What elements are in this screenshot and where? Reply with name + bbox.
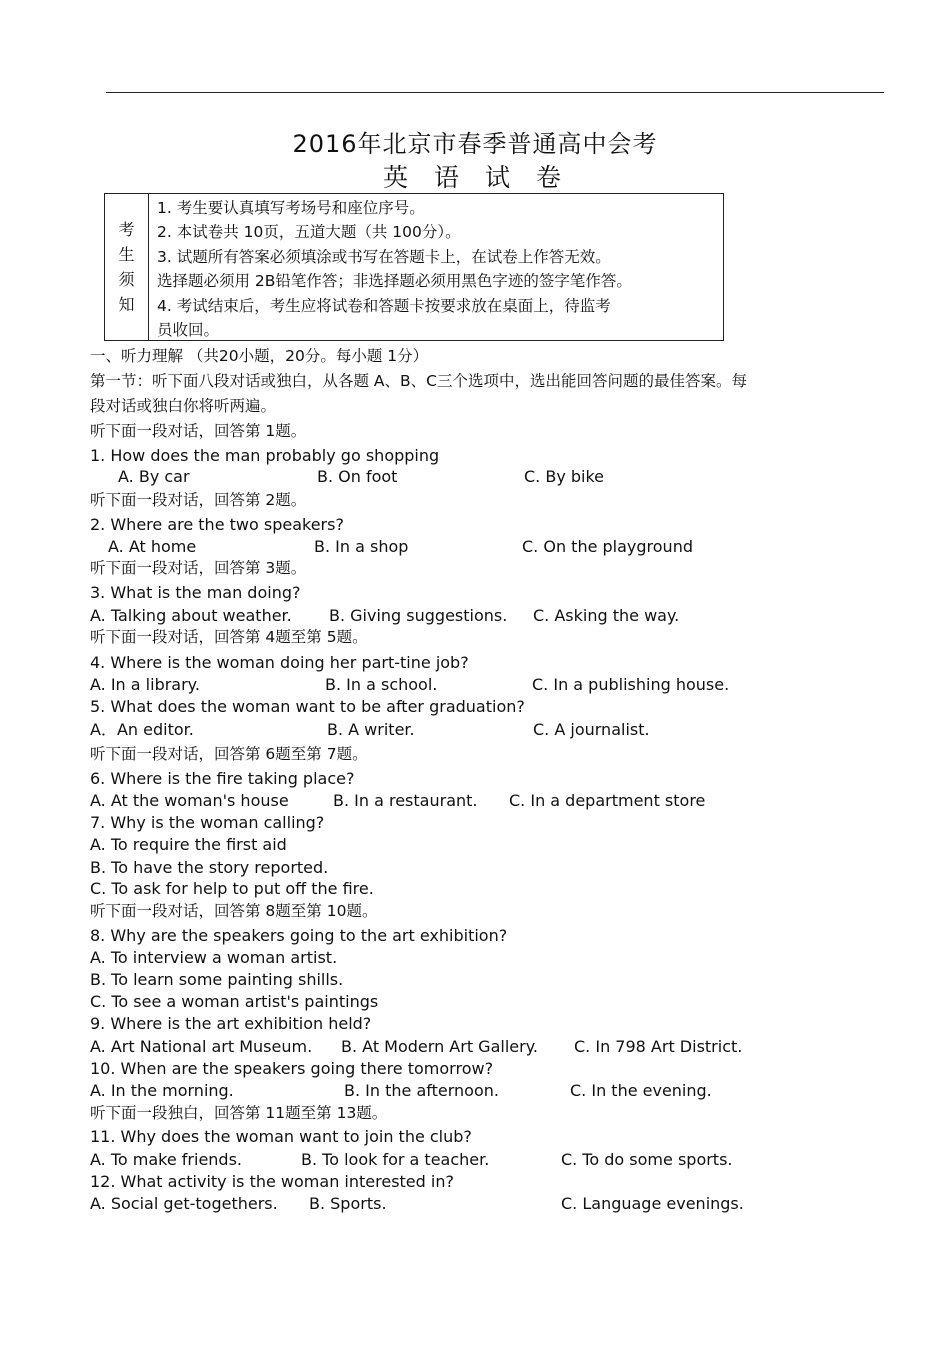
- q4-option-b: B. In a school.: [325, 675, 438, 694]
- q8-option-c: C. To see a woman artist's paintings: [90, 992, 379, 1011]
- question-3: 3. What is the man doing?: [90, 583, 301, 602]
- notice-label: [105, 194, 149, 340]
- q6-option-c: C. In a department store: [509, 791, 706, 810]
- q11-option-c: C. To do some sports.: [561, 1150, 733, 1169]
- notice-label-char: 须: [118, 270, 135, 289]
- notice-line: 选择题必须用 2B铅笔作答；非选择题必须用黑色字迹的签字笔作答。: [157, 272, 632, 291]
- header-rule: [106, 92, 884, 93]
- question-11: 11. Why does the woman want to join the club?: [90, 1127, 472, 1146]
- notice-line: 1. 考生要认真填写考场号和座位序号。: [157, 199, 425, 217]
- instruction-q3: 听下面一段对话，回答第 3题。: [90, 559, 307, 577]
- q9-option-b: B. At Modern Art Gallery.: [341, 1037, 538, 1056]
- question-4: 4. Where is the woman doing her part-tine job?: [90, 653, 469, 672]
- q1-option-b: B. On foot: [317, 467, 398, 486]
- q12-option-a: A. Social get-togethers.: [90, 1194, 278, 1213]
- q2-option-a: A. At home: [108, 537, 197, 556]
- question-8: 8. Why are the speakers going to the art exhibition?: [90, 926, 508, 945]
- notice-label-char: 生: [118, 245, 135, 264]
- q11-option-a: A. To make friends.: [90, 1150, 242, 1169]
- q7-option-b: B. To have the story reported.: [90, 858, 329, 877]
- q3-option-a: A. Talking about weather.: [90, 606, 292, 625]
- q4-option-c: C. In a publishing house.: [532, 675, 730, 694]
- question-9: 9. Where is the art exhibition held?: [90, 1014, 372, 1033]
- q1-option-a: A. By car: [118, 467, 190, 486]
- instruction-q6-7: 听下面一段对话，回答第 6题至第 7题。: [90, 745, 368, 763]
- instruction-q4-5: 听下面一段对话，回答第 4题至第 5题。: [90, 628, 368, 646]
- question-12: 12. What activity is the woman interested in?: [90, 1172, 454, 1191]
- q8-option-a: A. To interview a woman artist.: [90, 948, 338, 967]
- question-1: 1. How does the man probably go shopping: [90, 446, 440, 465]
- notice-line: 4. 考试结束后，考生应将试卷和答题卡按要求放在桌面上，待监考: [157, 296, 611, 315]
- q5-option-a: A．An editor.: [90, 720, 194, 739]
- question-5: 5. What does the woman want to be after graduation?: [90, 697, 525, 716]
- q6-option-b: B. In a restaurant.: [333, 791, 478, 810]
- exam-subtitle: 英语试卷: [382, 163, 587, 192]
- q12-option-c: C. Language evenings.: [561, 1194, 744, 1213]
- part1-directions: 第一节：听下面八段对话或独白，从各题 A、B、C三个选项中，选出能回答问题的最佳答案。每: [90, 372, 747, 390]
- q11-option-b: B. To look for a teacher.: [301, 1150, 490, 1169]
- q10-option-c: C. In the evening.: [570, 1081, 712, 1100]
- notice-line: 员收回。: [157, 321, 220, 340]
- q2-option-c: C. On the playground: [522, 537, 693, 556]
- question-7: 7. Why is the woman calling?: [90, 813, 325, 832]
- notice-line: 2. 本试卷共 10页，五道大题（共 100分）。: [157, 223, 461, 242]
- q4-option-a: A. In a library.: [90, 675, 200, 694]
- section-heading: 一、听力理解 （共20小题，20分。每小题 1分）: [90, 347, 429, 365]
- q1-option-c: C. By bike: [524, 467, 605, 486]
- q10-option-a: A. In the morning.: [90, 1081, 234, 1100]
- instruction-q8-10: 听下面一段对话，回答第 8题至第 10题。: [90, 902, 378, 920]
- q3-option-b: B. Giving suggestions.: [329, 606, 508, 625]
- question-10: 10. When are the speakers going there tomorrow?: [90, 1059, 494, 1078]
- q2-option-b: B. In a shop: [314, 537, 409, 556]
- notice-label-char: 知: [118, 295, 135, 314]
- instruction-q2: 听下面一段对话，回答第 2题。: [90, 491, 307, 509]
- exam-title: 2016年北京市春季普通高中会考: [292, 130, 658, 158]
- notice-label-char: 考: [118, 220, 135, 239]
- q12-option-b: B. Sports.: [309, 1194, 387, 1213]
- notice-line: 3. 试题所有答案必须填涂或书写在答题卡上，在试卷上作答无效。: [157, 247, 611, 266]
- q8-option-b: B. To learn some painting shills.: [90, 970, 344, 989]
- exam-notice-box: [104, 193, 724, 341]
- q5-option-c: C. A journalist.: [533, 720, 650, 739]
- q3-option-c: C. Asking the way.: [533, 606, 680, 625]
- q10-option-b: B. In the afternoon.: [344, 1081, 499, 1100]
- q7-option-a: A. To require the first aid: [90, 835, 287, 854]
- instruction-q1: 听下面一段对话，回答第 1题。: [90, 422, 307, 440]
- instruction-q11-13: 听下面一段独白，回答第 11题至第 13题。: [90, 1104, 388, 1122]
- q5-option-b: B. A writer.: [327, 720, 415, 739]
- q7-option-c: C. To ask for help to put off the fire.: [90, 879, 374, 898]
- q9-option-a: A. Art National art Museum.: [90, 1037, 313, 1056]
- notice-body: [157, 196, 719, 342]
- q9-option-c: C. In 798 Art District.: [574, 1037, 743, 1056]
- q6-option-a: A. At the woman's house: [90, 791, 289, 810]
- question-6: 6. Where is the fire taking place?: [90, 769, 355, 788]
- part1-directions-cont: 段对话或独白你将听两遍。: [90, 397, 277, 415]
- question-2: 2. Where are the two speakers?: [90, 515, 344, 534]
